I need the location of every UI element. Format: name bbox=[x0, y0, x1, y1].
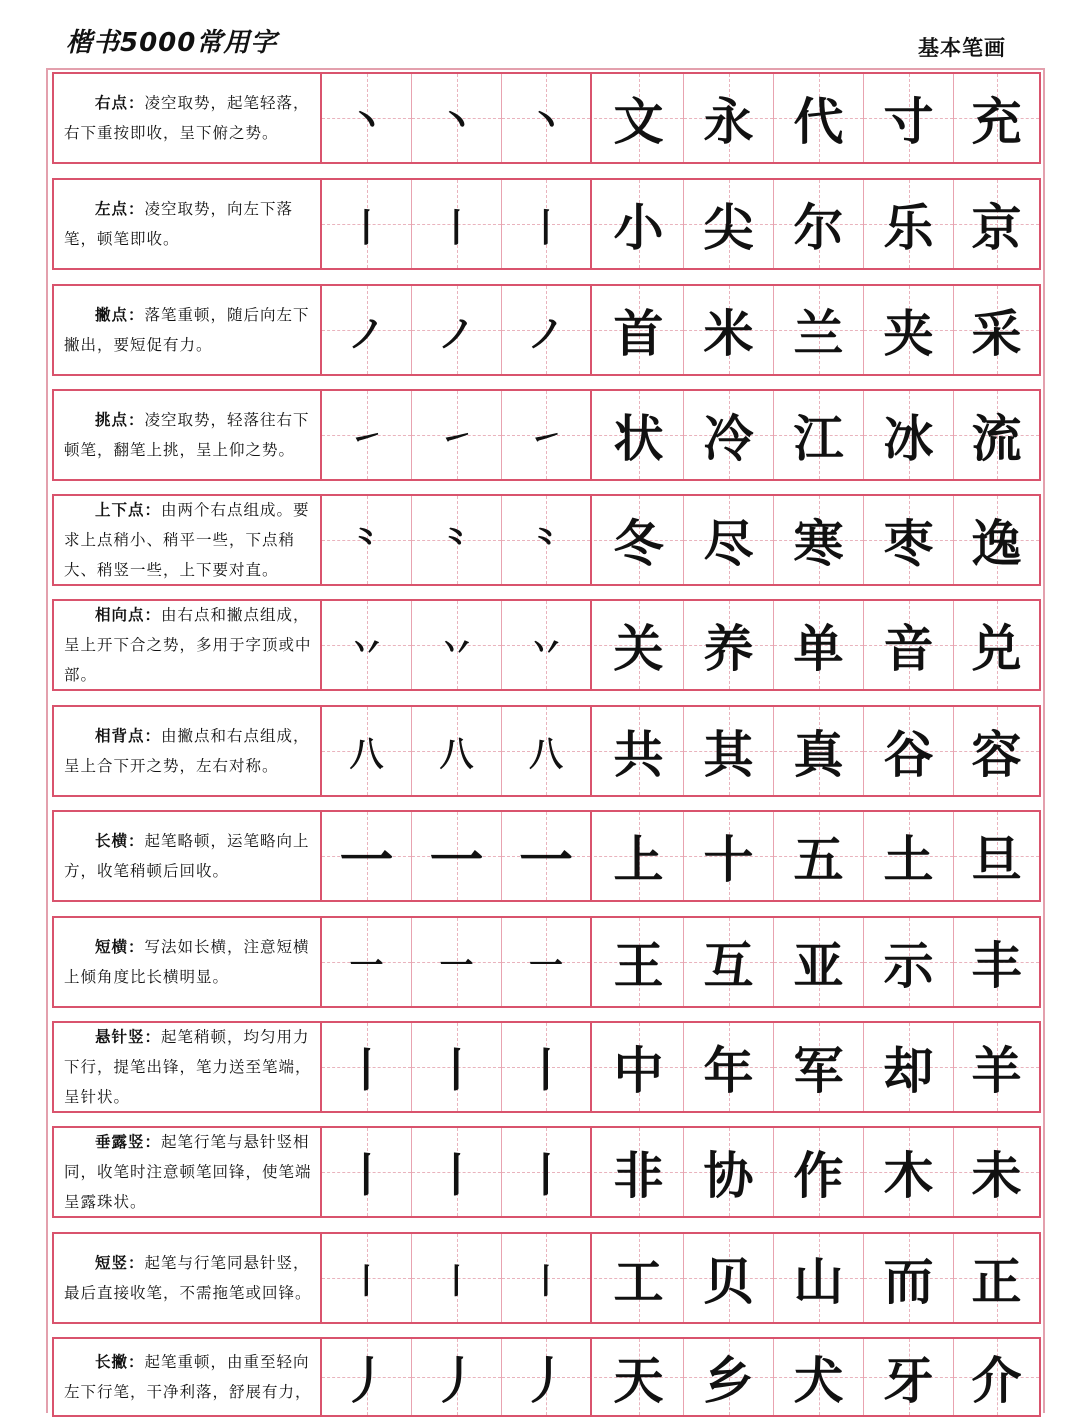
example-char: 乐 bbox=[883, 198, 934, 257]
example-char: 单 bbox=[793, 619, 844, 678]
example-char-cell bbox=[684, 286, 774, 374]
stroke-sample: 丶 bbox=[437, 99, 476, 144]
stroke-sample: 丨 bbox=[529, 1261, 563, 1302]
stroke-sample: ㇀ bbox=[529, 418, 563, 459]
example-char-cell bbox=[684, 1234, 774, 1322]
stroke-sample-cell bbox=[322, 1023, 412, 1111]
stroke-row bbox=[52, 1232, 1041, 1324]
example-char: 却 bbox=[883, 1041, 934, 1100]
example-char: 年 bbox=[703, 1041, 754, 1100]
stroke-desc-text: 起笔稍顿，均匀用力下行，提笔出锋，笔力送至笔端，呈针状。 bbox=[64, 1028, 312, 1106]
stroke-sample: 八 bbox=[529, 734, 563, 775]
example-char: 木 bbox=[883, 1146, 934, 1205]
stroke-name-colon: ： bbox=[144, 1027, 162, 1046]
example-char: 江 bbox=[793, 409, 844, 468]
stroke-sample: 一 bbox=[429, 828, 484, 892]
stroke-sample: ㇀ bbox=[439, 418, 474, 459]
stroke-name: 上下点 bbox=[95, 500, 145, 519]
stroke-sample: 丨 bbox=[439, 1261, 474, 1302]
stroke-sample-cell bbox=[412, 286, 502, 374]
stroke-sample: 丨 bbox=[523, 1043, 569, 1097]
stroke-sample: 八 bbox=[439, 734, 474, 775]
example-char: 贝 bbox=[703, 1252, 754, 1311]
example-char: 冷 bbox=[703, 409, 754, 468]
example-char-cell bbox=[864, 391, 954, 479]
stroke-row bbox=[52, 1021, 1041, 1113]
stroke-sample-cell bbox=[322, 601, 412, 689]
stroke-sample: ⺀ bbox=[439, 523, 474, 564]
example-char-cell bbox=[954, 918, 1039, 1006]
stroke-sample: 丨 bbox=[349, 1261, 384, 1302]
example-char: 逸 bbox=[971, 514, 1022, 573]
example-char-cell bbox=[594, 1339, 684, 1415]
stroke-sample-cell bbox=[412, 1339, 502, 1415]
stroke-sample-cell bbox=[412, 391, 502, 479]
example-char-cell bbox=[954, 286, 1039, 374]
stroke-name: 垂露竖 bbox=[95, 1132, 145, 1151]
example-char-cell bbox=[594, 74, 684, 162]
stroke-sample: 丨 bbox=[347, 205, 386, 250]
stroke-sample: 丨 bbox=[523, 1148, 569, 1202]
stroke-sample-cell bbox=[412, 707, 502, 795]
example-char: 尖 bbox=[703, 198, 754, 257]
example-char: 代 bbox=[793, 92, 844, 151]
example-char: 冰 bbox=[883, 409, 934, 468]
stroke-sample: 一 bbox=[339, 828, 394, 892]
stroke-name: 相背点 bbox=[95, 726, 145, 745]
stroke-sample-cell bbox=[412, 74, 502, 162]
stroke-sample-cell bbox=[502, 286, 592, 374]
example-char-cell bbox=[954, 1023, 1039, 1111]
stroke-desc-text: 凌空取势，轻落往右下顿笔，翻笔上挑，呈上仰之势。 bbox=[64, 411, 310, 459]
stroke-sample-cell bbox=[322, 1339, 412, 1415]
stroke-name: 长横 bbox=[95, 831, 129, 850]
stroke-row bbox=[52, 1126, 1041, 1218]
example-char-cell bbox=[684, 601, 774, 689]
example-char-cell bbox=[954, 496, 1039, 584]
stroke-sample-cell bbox=[322, 180, 412, 268]
stroke-row bbox=[52, 72, 1041, 164]
stroke-sample-cell bbox=[322, 1128, 412, 1216]
example-char: 犬 bbox=[793, 1351, 844, 1410]
stroke-sample-cell bbox=[502, 1234, 592, 1322]
stroke-sample: 丨 bbox=[437, 205, 476, 250]
stroke-desc-text: 由两个右点组成。要求上点稍小、稍平一些，下点稍大、稍竖一些，上下要对直。 bbox=[64, 501, 310, 579]
example-char-cell bbox=[954, 1339, 1039, 1415]
stroke-sample: 丶 bbox=[347, 99, 386, 144]
example-char: 小 bbox=[613, 198, 664, 257]
example-char: 养 bbox=[703, 619, 754, 678]
example-char: 十 bbox=[703, 830, 754, 889]
example-char: 寒 bbox=[793, 514, 844, 573]
example-char-cell bbox=[864, 812, 954, 900]
stroke-description bbox=[54, 1128, 322, 1216]
stroke-sample: 丿 bbox=[431, 1352, 482, 1410]
example-char-cell bbox=[594, 1234, 684, 1322]
stroke-name: 短横 bbox=[95, 937, 129, 956]
example-char: 音 bbox=[883, 619, 934, 678]
example-char: 其 bbox=[703, 725, 754, 784]
stroke-sample: 丨 bbox=[343, 1148, 390, 1202]
stroke-sample-cell bbox=[502, 918, 592, 1006]
stroke-description bbox=[54, 286, 322, 374]
stroke-sample-cell bbox=[412, 180, 502, 268]
example-char: 寸 bbox=[883, 92, 934, 151]
example-char: 土 bbox=[883, 830, 934, 889]
example-char-cell bbox=[864, 286, 954, 374]
stroke-sample-cell bbox=[502, 812, 592, 900]
example-char: 容 bbox=[971, 725, 1022, 784]
example-char-cell bbox=[954, 391, 1039, 479]
page-header bbox=[0, 0, 1080, 68]
example-char: 上 bbox=[613, 830, 664, 889]
example-char: 米 bbox=[703, 304, 754, 363]
stroke-sample: 丶 bbox=[526, 99, 565, 144]
stroke-name-colon: ： bbox=[128, 937, 145, 956]
example-char-cell bbox=[594, 180, 684, 268]
stroke-sample: 丷 bbox=[529, 628, 563, 669]
example-char-cell bbox=[684, 391, 774, 479]
stroke-description bbox=[54, 1339, 322, 1415]
stroke-sample-cell bbox=[412, 1023, 502, 1111]
example-char: 牙 bbox=[883, 1351, 934, 1410]
example-char-cell bbox=[774, 601, 864, 689]
example-char-cell bbox=[594, 1023, 684, 1111]
stroke-name-colon: ： bbox=[144, 605, 162, 624]
stroke-desc-text: 落笔重顿，随后向左下撇出，要短促有力。 bbox=[64, 306, 310, 354]
example-char: 介 bbox=[971, 1351, 1022, 1410]
stroke-sample: 一 bbox=[439, 945, 474, 986]
example-char: 共 bbox=[613, 725, 664, 784]
example-char: 旦 bbox=[971, 830, 1022, 889]
stroke-name: 左点 bbox=[95, 199, 129, 218]
stroke-sample-cell bbox=[412, 496, 502, 584]
stroke-sample-cell bbox=[322, 707, 412, 795]
example-char-cell bbox=[684, 496, 774, 584]
stroke-row bbox=[52, 916, 1041, 1008]
example-char: 兑 bbox=[971, 619, 1022, 678]
example-char: 而 bbox=[883, 1252, 934, 1311]
stroke-sample-cell bbox=[322, 812, 412, 900]
stroke-sample-cell bbox=[412, 812, 502, 900]
example-char-cell bbox=[954, 74, 1039, 162]
stroke-description bbox=[54, 601, 322, 689]
example-char: 正 bbox=[971, 1252, 1022, 1311]
example-char-cell bbox=[684, 812, 774, 900]
stroke-sample: 丿 bbox=[521, 1352, 571, 1410]
example-char: 协 bbox=[703, 1146, 754, 1205]
example-char-cell bbox=[954, 601, 1039, 689]
example-char-cell bbox=[774, 1339, 864, 1415]
stroke-name: 撇点 bbox=[95, 305, 129, 324]
example-char: 未 bbox=[971, 1146, 1022, 1205]
stroke-name-colon: ： bbox=[128, 93, 145, 112]
example-char: 羊 bbox=[971, 1041, 1022, 1100]
example-char-cell bbox=[594, 707, 684, 795]
stroke-name-colon: ： bbox=[144, 726, 162, 745]
example-char-cell bbox=[864, 74, 954, 162]
stroke-desc-text: 起笔略顿，运笔略向上方，收笔稍顿后回收。 bbox=[64, 832, 310, 880]
stroke-row bbox=[52, 1337, 1041, 1417]
stroke-sample: 丷 bbox=[349, 628, 384, 669]
stroke-sample-cell bbox=[412, 1128, 502, 1216]
stroke-sample-cell bbox=[502, 74, 592, 162]
stroke-description bbox=[54, 391, 322, 479]
stroke-name-colon: ： bbox=[128, 1253, 145, 1272]
example-char-cell bbox=[594, 812, 684, 900]
example-char-cell bbox=[594, 496, 684, 584]
stroke-description bbox=[54, 74, 322, 162]
stroke-sample: 丨 bbox=[433, 1148, 480, 1202]
stroke-sample: 一 bbox=[529, 945, 563, 986]
stroke-name: 挑点 bbox=[95, 410, 129, 429]
stroke-sample-cell bbox=[412, 601, 502, 689]
stroke-sample: ⺀ bbox=[529, 523, 563, 564]
stroke-sample-cell bbox=[322, 74, 412, 162]
stroke-sample-cell bbox=[502, 601, 592, 689]
example-char-cell bbox=[864, 1128, 954, 1216]
stroke-sample: 丨 bbox=[343, 1043, 390, 1097]
example-char: 非 bbox=[613, 1146, 664, 1205]
example-char-cell bbox=[954, 812, 1039, 900]
stroke-desc-text: 起笔行笔与悬针竖相同，收笔时注意顿笔回锋，使笔端呈露珠状。 bbox=[64, 1133, 312, 1211]
example-char-cell bbox=[954, 180, 1039, 268]
example-char: 工 bbox=[613, 1252, 664, 1311]
example-char: 关 bbox=[613, 619, 664, 678]
example-char: 夹 bbox=[883, 304, 934, 363]
stroke-sample: 丨 bbox=[433, 1043, 480, 1097]
stroke-sample: ノ bbox=[437, 311, 476, 356]
example-char-cell bbox=[864, 918, 954, 1006]
example-char: 王 bbox=[613, 936, 664, 995]
example-char-cell bbox=[864, 601, 954, 689]
example-char-cell bbox=[774, 496, 864, 584]
stroke-description bbox=[54, 812, 322, 900]
stroke-row bbox=[52, 178, 1041, 270]
example-char-cell bbox=[864, 1339, 954, 1415]
example-char: 作 bbox=[793, 1146, 844, 1205]
stroke-name-colon: ： bbox=[144, 500, 162, 519]
example-char: 天 bbox=[613, 1351, 664, 1410]
example-char-cell bbox=[594, 1128, 684, 1216]
stroke-desc-text: 凌空取势，向左下落笔，顿笔即收。 bbox=[64, 200, 294, 248]
example-char-cell bbox=[684, 180, 774, 268]
example-char: 乡 bbox=[703, 1351, 754, 1410]
stroke-sample-cell bbox=[502, 707, 592, 795]
example-char: 中 bbox=[613, 1041, 664, 1100]
stroke-description bbox=[54, 1023, 322, 1111]
stroke-sample: ノ bbox=[526, 311, 565, 356]
example-char: 军 bbox=[793, 1041, 844, 1100]
stroke-name-colon: ： bbox=[144, 1132, 162, 1151]
example-char-cell bbox=[594, 601, 684, 689]
example-char: 文 bbox=[613, 92, 664, 151]
example-char: 真 bbox=[793, 725, 844, 784]
stroke-sample: ノ bbox=[347, 311, 386, 356]
stroke-name-colon: ： bbox=[128, 410, 145, 429]
example-char: 山 bbox=[793, 1252, 844, 1311]
example-char-cell bbox=[864, 496, 954, 584]
stroke-sample: ㇀ bbox=[349, 418, 384, 459]
stroke-sample-cell bbox=[412, 918, 502, 1006]
stroke-desc-text: 由撇点和右点组成，呈上合下开之势，左右对称。 bbox=[64, 727, 310, 775]
example-char: 采 bbox=[971, 304, 1022, 363]
section-title: 基本笔画 bbox=[918, 36, 1006, 60]
example-char: 枣 bbox=[883, 514, 934, 573]
example-char-cell bbox=[684, 918, 774, 1006]
stroke-name: 相向点 bbox=[95, 605, 145, 624]
example-char: 亚 bbox=[793, 936, 844, 995]
example-char-cell bbox=[684, 1128, 774, 1216]
stroke-name: 悬针竖 bbox=[95, 1027, 145, 1046]
stroke-description bbox=[54, 496, 322, 584]
stroke-row bbox=[52, 494, 1041, 586]
stroke-sample-cell bbox=[322, 496, 412, 584]
example-char-cell bbox=[774, 918, 864, 1006]
stroke-sample: 丨 bbox=[526, 205, 565, 250]
example-char-cell bbox=[864, 180, 954, 268]
example-char: 尔 bbox=[793, 198, 844, 257]
stroke-sample-cell bbox=[502, 1023, 592, 1111]
example-char-cell bbox=[774, 1234, 864, 1322]
stroke-sample-cell bbox=[502, 1128, 592, 1216]
stroke-row bbox=[52, 284, 1041, 376]
example-char-cell bbox=[594, 286, 684, 374]
example-char-cell bbox=[684, 1023, 774, 1111]
example-char-cell bbox=[954, 707, 1039, 795]
stroke-sample: 丿 bbox=[341, 1352, 392, 1410]
book-title: 楷书5000常用字 bbox=[66, 28, 278, 58]
example-char-cell bbox=[684, 707, 774, 795]
stroke-sample-cell bbox=[322, 918, 412, 1006]
stroke-name-colon: ： bbox=[128, 1352, 145, 1371]
example-char: 尽 bbox=[703, 514, 754, 573]
example-char: 首 bbox=[613, 304, 664, 363]
example-char-cell bbox=[954, 1234, 1039, 1322]
stroke-description bbox=[54, 180, 322, 268]
stroke-sample-cell bbox=[502, 180, 592, 268]
stroke-desc-text: 起笔重顿，由重至轻向左下行笔，干净利落，舒展有力， bbox=[64, 1353, 312, 1401]
stroke-name-colon: ： bbox=[128, 199, 145, 218]
stroke-row bbox=[52, 810, 1041, 902]
example-char-cell bbox=[774, 391, 864, 479]
stroke-sample-cell bbox=[502, 496, 592, 584]
example-char-cell bbox=[864, 1234, 954, 1322]
stroke-name-colon: ： bbox=[128, 831, 145, 850]
example-char: 永 bbox=[703, 92, 754, 151]
example-char-cell bbox=[954, 1128, 1039, 1216]
stroke-desc-text: 凌空取势，起笔轻落，右下重按即收，呈下俯之势。 bbox=[64, 94, 310, 142]
stroke-sample: 一 bbox=[349, 945, 384, 986]
example-char: 互 bbox=[703, 936, 754, 995]
example-char: 五 bbox=[793, 830, 844, 889]
example-char-cell bbox=[774, 74, 864, 162]
stroke-desc-text: 起笔与行笔同悬针竖，最后直接收笔，不需拖笔或回锋。 bbox=[64, 1254, 312, 1302]
stroke-desc-text: 由右点和撇点组成，呈上开下合之势，多用于字顶或中部。 bbox=[64, 606, 312, 684]
example-char: 示 bbox=[883, 936, 934, 995]
example-char-cell bbox=[774, 180, 864, 268]
stroke-description bbox=[54, 1234, 322, 1322]
example-char: 谷 bbox=[883, 725, 934, 784]
stroke-name: 短竖 bbox=[95, 1253, 129, 1272]
stroke-sample-cell bbox=[322, 391, 412, 479]
example-char-cell bbox=[774, 812, 864, 900]
stroke-description bbox=[54, 707, 322, 795]
stroke-row bbox=[52, 705, 1041, 797]
example-char: 兰 bbox=[793, 304, 844, 363]
example-char: 状 bbox=[613, 409, 664, 468]
example-char-cell bbox=[684, 74, 774, 162]
stroke-row bbox=[52, 599, 1041, 691]
example-char: 冬 bbox=[613, 514, 664, 573]
example-char-cell bbox=[774, 707, 864, 795]
example-char-cell bbox=[594, 391, 684, 479]
stroke-sample-cell bbox=[322, 1234, 412, 1322]
stroke-sample: ⺀ bbox=[349, 523, 384, 564]
stroke-name: 长撇 bbox=[95, 1352, 129, 1371]
stroke-sample-cell bbox=[502, 391, 592, 479]
example-char-cell bbox=[864, 1023, 954, 1111]
stroke-sample: 八 bbox=[349, 734, 384, 775]
example-char: 流 bbox=[971, 409, 1022, 468]
example-char-cell bbox=[684, 1339, 774, 1415]
example-char-cell bbox=[864, 707, 954, 795]
stroke-sample-cell bbox=[502, 1339, 592, 1415]
stroke-sample-cell bbox=[322, 286, 412, 374]
example-char-cell bbox=[594, 918, 684, 1006]
example-char-cell bbox=[774, 1128, 864, 1216]
stroke-sample: 丷 bbox=[439, 628, 474, 669]
example-char-cell bbox=[774, 1023, 864, 1111]
example-char: 充 bbox=[971, 92, 1022, 151]
example-char-cell bbox=[774, 286, 864, 374]
stroke-name-colon: ： bbox=[128, 305, 145, 324]
stroke-sample-cell bbox=[412, 1234, 502, 1322]
stroke-name: 右点 bbox=[95, 93, 129, 112]
stroke-description bbox=[54, 918, 322, 1006]
stroke-sample: 一 bbox=[519, 828, 573, 892]
example-char: 丰 bbox=[971, 936, 1022, 995]
stroke-row bbox=[52, 389, 1041, 481]
stroke-desc-text: 写法如长横，注意短横上倾角度比长横明显。 bbox=[64, 938, 310, 986]
example-char: 京 bbox=[971, 198, 1022, 257]
